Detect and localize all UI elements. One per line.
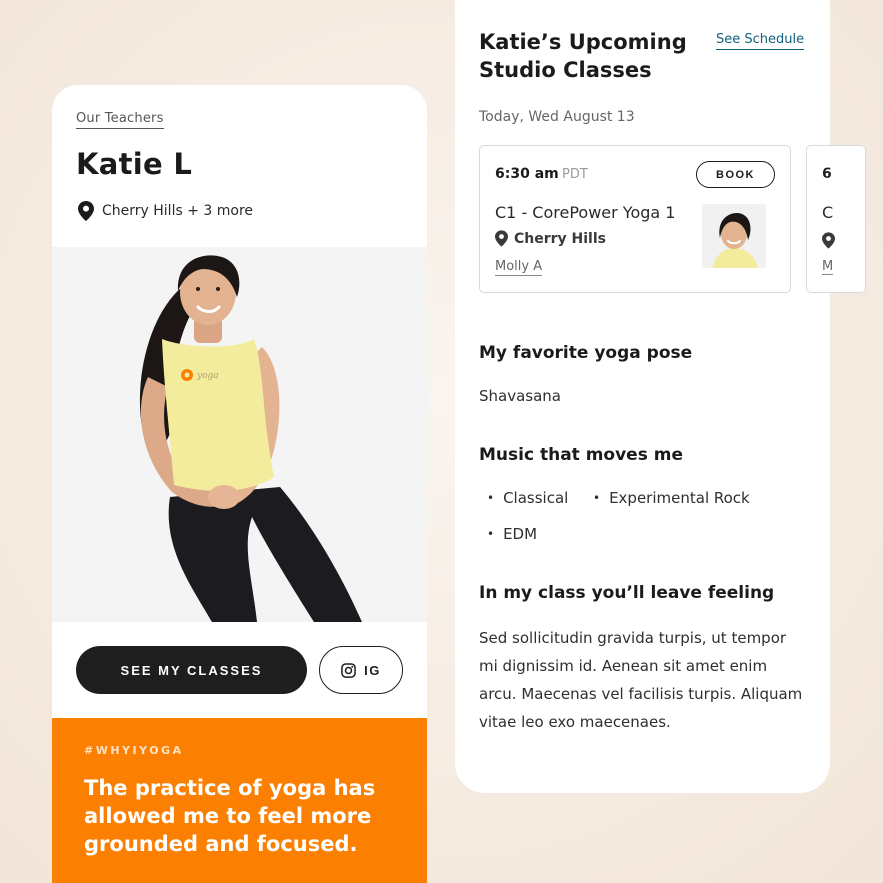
teacher-avatar	[702, 204, 766, 268]
teacher-name: Katie L	[76, 147, 193, 181]
studio-name: Cherry Hills	[514, 230, 606, 247]
next-class-time: 6	[822, 166, 832, 182]
upcoming-classes-title: Katie’s Upcoming Studio Classes	[479, 30, 687, 82]
book-button[interactable]: BOOK	[696, 161, 775, 188]
see-schedule-link[interactable]: See Schedule	[716, 32, 804, 50]
class-timezone: PDT	[562, 167, 588, 182]
leave-feeling-heading: In my class you’ll leave feeling	[479, 583, 775, 603]
schedule-date: Today, Wed August 13	[479, 109, 635, 125]
why-quote: The practice of yoga has allowed me to feel more grounded and focused.	[84, 776, 376, 856]
music-heading: Music that moves me	[479, 445, 683, 465]
class-time: 6:30 am	[495, 166, 559, 182]
next-class-name: C	[822, 203, 834, 222]
map-pin-icon	[822, 232, 835, 249]
class-studio	[495, 230, 606, 247]
why-i-yoga-panel	[52, 718, 427, 883]
svg-text:yoga: yoga	[197, 371, 219, 381]
teacher-location	[78, 201, 253, 221]
music-item: • Experimental Rock	[593, 489, 750, 507]
teacher-profile-card	[52, 85, 427, 883]
map-pin-icon	[495, 230, 508, 247]
class-card[interactable]	[479, 145, 791, 293]
music-item: • EDM	[487, 525, 537, 543]
breadcrumb-our-teachers[interactable]: Our Teachers	[76, 111, 164, 129]
leave-feeling-text: Sed sollicitudin gravida turpis, ut tempor mi dignissim id. Aenean sit amet enim arcu. Maecenas vel facilisis turpis. Aliquam vitae leo exo maecenaes.	[479, 629, 803, 731]
instagram-button[interactable]	[319, 646, 403, 694]
class-teacher-link[interactable]: Molly A	[495, 259, 543, 274]
location-text: Cherry Hills + 3 more	[102, 203, 254, 219]
why-hashtag: #WHYIYOGA	[84, 744, 184, 757]
instagram-icon	[341, 663, 356, 678]
class-card-next[interactable]	[806, 145, 866, 293]
see-my-classes-button[interactable]: SEE MY CLASSES	[76, 646, 307, 694]
next-class-teacher: M	[822, 259, 834, 274]
teacher-photo	[52, 247, 427, 622]
map-pin-icon	[78, 201, 94, 221]
instagram-label: IG	[364, 662, 381, 678]
class-name: C1 - CorePower Yoga 1	[495, 203, 676, 222]
music-item: • Classical	[487, 489, 568, 507]
favorite-pose-text: Shavasana	[479, 387, 561, 405]
favorite-pose-heading: My favorite yoga pose	[479, 343, 693, 363]
teacher-details-card	[455, 0, 834, 793]
